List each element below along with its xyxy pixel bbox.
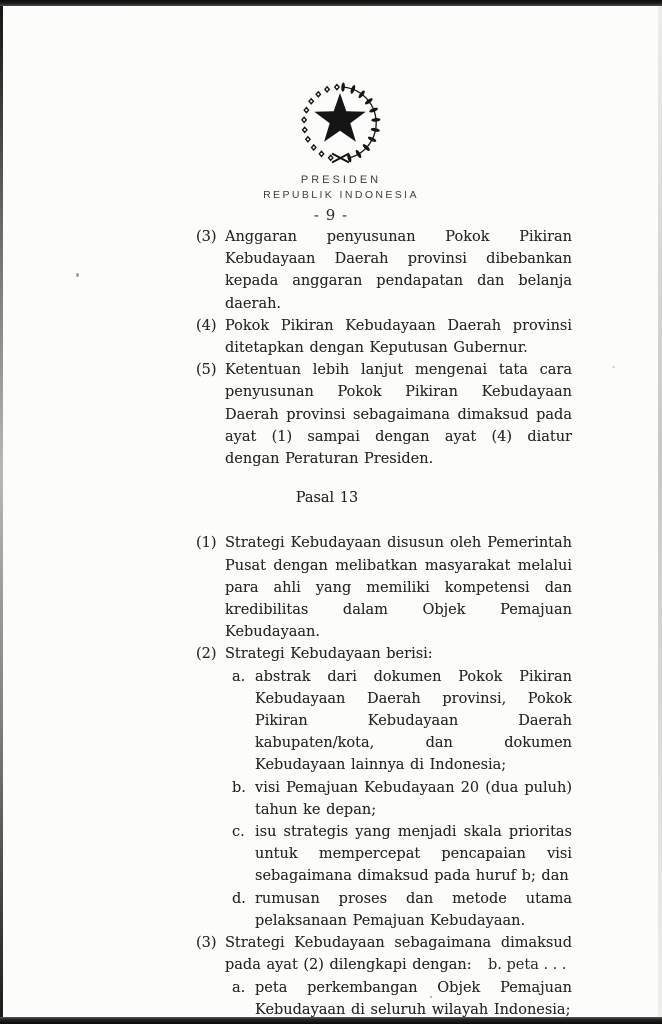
presidential-seal-icon: [291, 82, 391, 166]
sub-item-2a: [232, 666, 572, 777]
sub-item-text: visi Pemajuan Kebudayaan 20 (dua puluh) tahun ke depan;: [255, 779, 572, 818]
scan-speck: [612, 366, 615, 368]
sub-item-letter: d.: [232, 890, 246, 907]
sub-item-2d: [232, 888, 572, 932]
clause-number: (4): [196, 317, 217, 334]
clause-number: (3): [196, 229, 217, 245]
clause-text: Strategi Kebudayaan berisi:: [225, 646, 433, 663]
sub-item-2c: [232, 821, 572, 888]
scan-speck: [76, 273, 79, 277]
scan-edge-top: [0, 0, 662, 6]
clause-2-pasal13: [196, 643, 572, 665]
page-number: - 9 -: [313, 206, 349, 224]
clause-3-pasal12: [196, 226, 572, 315]
sub-item-text: isu strategis yang menjadi skala prioritas untuk mempercepat pencapaian visi sebagaimana dimaksud pada huruf b; dan: [255, 824, 572, 885]
sub-item-text: abstrak dari dokumen Pokok Pikiran Kebudayaan Daerah provinsi, Pokok Pikiran Kebudayaan Daerah kabupaten/kota, dan dokumen Kebudayaan lainnya di Indonesia;: [255, 668, 572, 774]
section-heading: Pasal 13: [295, 490, 359, 507]
sub-item-text: rumusan proses dan metode utama pelaksanaan Pemajuan Kebudayaan.: [255, 890, 572, 929]
clause-number: (1): [196, 535, 217, 552]
sub-item-3a: [232, 977, 572, 1021]
scan-edge-right: [658, 6, 662, 1017]
sub-item-letter: c.: [232, 824, 245, 841]
clause-1-pasal13: [196, 532, 572, 643]
clause-number: (3): [196, 935, 217, 952]
document-body: [196, 226, 572, 1021]
sub-item-letter: b.: [232, 779, 246, 796]
footer-catchword: b. peta . . .: [488, 957, 567, 973]
sub-item-letter: a.: [232, 668, 246, 685]
clause-number: (2): [196, 646, 217, 663]
sub-item-text: peta perkembangan Objek Pemajuan Kebudayaan di seluruh wilayah Indonesia;: [255, 979, 572, 1018]
clause-text: Strategi Kebudayaan disusun oleh Pemerintah Pusat dengan melibatkan masyarakat melalui para ahli yang memiliki kompetensi dan kredibilitas dalam Objek Pemajuan Kebudayaan.: [225, 535, 572, 641]
letterhead-line2: REPUBLIK INDONESIA: [263, 189, 419, 201]
clause-5-pasal12: [196, 359, 572, 470]
clause-text: Anggaran penyusunan Pokok Pikiran Kebudayaan Daerah provinsi dibebankan kepada anggaran pendapatan dan belanja daerah.: [225, 229, 572, 312]
letterhead-line1: PRESIDEN: [300, 174, 382, 186]
scan-edge-left: [0, 6, 3, 1017]
sub-item-2b: [232, 777, 572, 821]
letterhead: [10, 174, 662, 201]
clause-text: Pokok Pikiran Kebudayaan Daerah provinsi ditetapkan dengan Keputusan Gubernur.: [225, 317, 572, 357]
clause-4-pasal12: [196, 315, 572, 359]
sub-item-letter: a.: [232, 979, 246, 996]
clause-text: Ketentuan lebih lanjut mengenai tata cara penyusunan Pokok Pikiran Kebudayaan Daerah provinsi sebagaimana dimaksud pada ayat (1) sampai dengan ayat (4) diatur dengan Peraturan Presiden.: [225, 362, 572, 468]
clause-text: Strategi Kebudayaan sebagaimana dimaksud pada ayat (2) dilengkapi dengan:: [225, 935, 572, 974]
clause-number: (5): [196, 362, 217, 379]
